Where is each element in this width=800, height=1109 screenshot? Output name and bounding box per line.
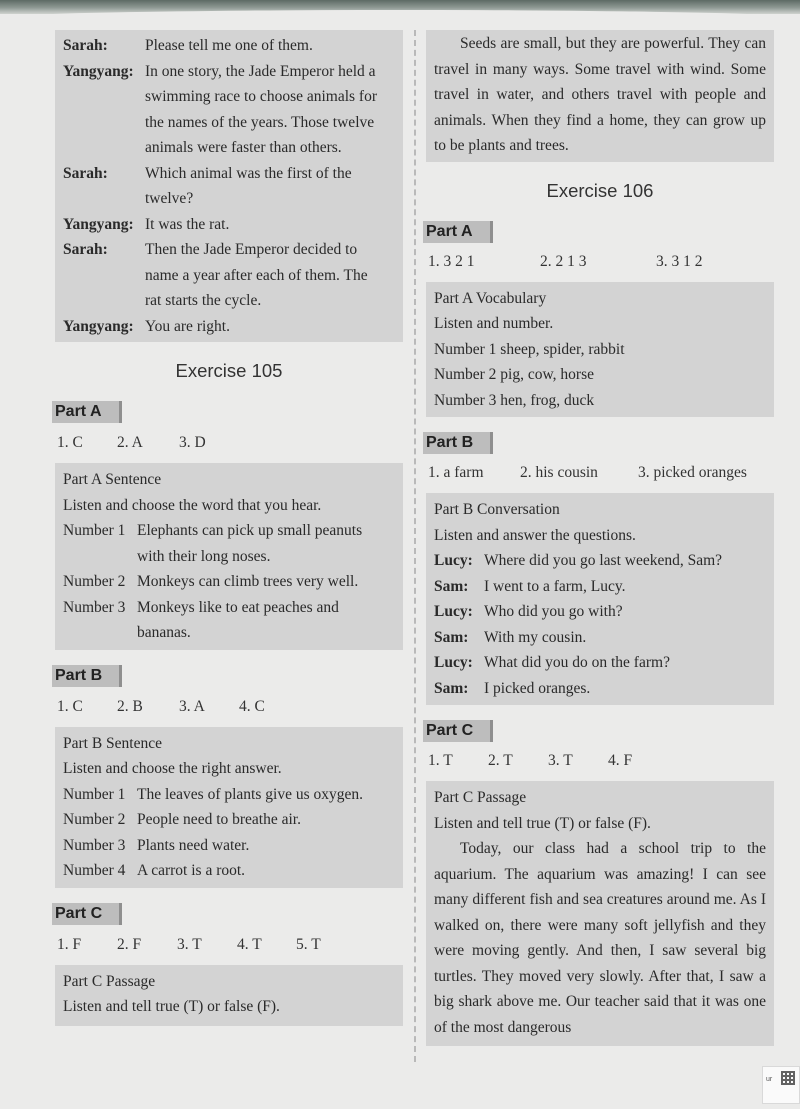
dialog-row [434,599,766,625]
dialog-row [63,59,395,161]
speaker: Sarah: [63,164,108,182]
right-column [426,30,774,1046]
answer: 3. T [177,935,202,953]
script-heading: Part C Passage [434,789,527,806]
answer: 4. F [608,752,633,769]
script-heading: Part B Sentence [63,734,163,752]
part-tag: Part B [426,432,493,454]
answer: 2. his cousin [520,464,598,481]
script-instruction: Listen and choose the word that you hear. [63,496,322,514]
speaker: Yangyang: [63,317,134,335]
script-box [55,727,403,888]
answer: 2. T [488,752,513,769]
script-item [63,807,395,833]
dialog-line: name a year after each of them. The [145,266,368,284]
answer: 4. C [239,697,265,715]
item-label: Number 2 [63,811,126,828]
speaker: Sarah: [63,241,108,258]
answer: 1. a farm [428,464,484,481]
item-label: Number 1 [63,785,126,803]
script-item [63,858,395,884]
answer: 2. B [117,697,143,715]
item-label: Number 1 [63,522,126,539]
answer-row [426,251,774,273]
item-label: Number 4 [63,862,126,879]
answer: 3. T [548,752,573,769]
dialog-line: Where did you go last weekend, Sam? [484,552,723,569]
dialog-line: rat starts the cycle. [145,292,262,309]
logo-text: ur [766,1076,773,1083]
qr-code-icon [781,1071,795,1085]
answer: 3. 3 1 2 [656,252,703,270]
script-item [63,518,395,569]
item-line: People need to breathe air. [137,811,301,828]
speaker: Lucy: [434,552,473,569]
item-line: Elephants can pick up small peanuts [137,522,363,539]
answer: 2. 2 1 3 [540,252,587,270]
script-line: Number 2 pig, cow, horse [434,366,594,383]
answer: 2. A [117,434,143,451]
item-line: The leaves of plants give us oxygen. [137,785,363,803]
item-label: Number 3 [63,598,126,616]
column-divider [414,30,416,1062]
dialog-row [434,650,766,676]
dialog-row [63,237,395,314]
left-column [55,30,403,1026]
part-tag: Part C [426,720,493,742]
answer: 5. T [296,935,321,953]
item-line: Monkeys like to eat peaches and [137,598,339,616]
speaker: Lucy: [434,603,473,620]
answer: 1. C [57,434,83,451]
script-instruction: Listen and tell true (T) or false (F). [434,814,651,832]
item-label: Number 2 [63,573,126,590]
speaker: Sam: [434,679,469,697]
script-line: Number 3 hen, frog, duck [434,391,595,409]
speaker: Yangyang: [63,62,134,80]
dialog-line: In one story, the Jade Emperor held a [145,62,376,80]
script-box [426,282,774,418]
item-line: A carrot is a root. [137,862,246,879]
dialog-line: Please tell me one of them. [145,37,313,54]
dialog-line: I went to a farm, Lucy. [484,577,626,595]
script-instruction: Listen and tell true (T) or false (F). [63,998,280,1015]
dialog-line: Who did you go with? [484,603,623,620]
speaker: Sarah: [63,37,108,54]
answer: 3. picked oranges [638,464,747,481]
answer-row [426,462,774,484]
dialog-line: I picked oranges. [484,679,591,697]
script-heading: Part C Passage [63,972,156,990]
passage-text: Today, our class had a school trip to the aquarium. The aquarium was amazing! I can see many different fish and sea creatures around me. As I walked on, there were many soft jellyfish and they were moving gently. And then, I saw several big turtles. They moved very slowly. After that, I saw a big shark above me. Our teacher said that it was one of the most dangerous [434,840,766,1036]
dialog-line: It was the rat. [145,215,230,233]
item-line: Plants need water. [137,836,250,854]
script-line: Number 1 sheep, spider, rabbit [434,340,625,358]
dialog-row [434,574,766,600]
speaker: Lucy: [434,654,473,671]
part-tag: Part C [55,903,122,925]
item-line: bananas. [137,624,191,641]
dialog-row [434,548,766,574]
answer: 1. 3 2 1 [428,252,475,270]
script-box [426,781,774,1046]
script-box [55,463,403,650]
answer: 3. A [179,697,205,715]
answer-row [426,750,774,772]
script-instruction: Listen and answer the questions. [434,526,636,544]
dialog-row [63,212,395,238]
script-item [63,782,395,808]
script-instruction: Listen and choose the right answer. [63,760,282,777]
speaker: Sam: [434,577,469,595]
answer: 1. C [57,697,83,715]
answer: 3. D [179,434,206,451]
speaker: Sam: [434,628,469,646]
script-instruction: Listen and number. [434,315,554,332]
script-heading: Part A Sentence [63,471,162,488]
dialog-row [434,676,766,702]
dialog-line: With my cousin. [484,628,587,646]
script-box [426,493,774,705]
passage-box [426,30,774,162]
answer-row [55,696,403,718]
dialog-row [63,33,395,59]
part-tag: Part A [55,401,122,423]
item-line: Monkeys can climb trees very well. [137,573,359,590]
dialog-row [63,314,395,340]
dialog-line: What did you do on the farm? [484,654,670,671]
script-box [55,965,403,1026]
dialog-line: You are right. [145,317,230,335]
script-item [63,569,395,595]
exercise-title: Exercise 106 [546,179,654,201]
script-heading: Part A Vocabulary [434,289,547,307]
answer: 1. F [57,935,82,953]
answer: 2. F [117,935,142,953]
answer: 1. T [428,752,453,769]
answer: 4. T [237,935,262,953]
dialog-line: Which animal was the first of the [145,164,352,182]
dialog-line: animals were faster than others. [145,139,342,156]
speaker: Yangyang: [63,215,134,233]
part-tag: Part A [426,221,493,243]
exercise-title: Exercise 105 [175,360,283,381]
item-line: with their long noses. [137,547,271,565]
dialog-line: swimming race to choose animals for [145,88,378,105]
dialog-box [55,30,403,342]
publisher-logo [762,1066,800,1104]
dialog-row [434,625,766,651]
part-tag: Part B [55,665,122,687]
passage-text: Seeds are small, but they are powerful. They can travel in many ways. Some travel with wind. Some travel in water, and others travel with people and animals. When they find a home, they can grow up to be plants and trees. [434,35,766,154]
script-item [63,595,395,646]
dialog-line: Then the Jade Emperor decided to [145,241,358,258]
item-label: Number 3 [63,836,126,854]
script-heading: Part B Conversation [434,501,560,518]
script-item [63,833,395,859]
answer-row [55,432,403,454]
dialog-line: twelve? [145,190,194,207]
dialog-line: the names of the years. Those twelve [145,113,375,131]
answer-row [55,934,403,956]
dialog-row [63,161,395,212]
